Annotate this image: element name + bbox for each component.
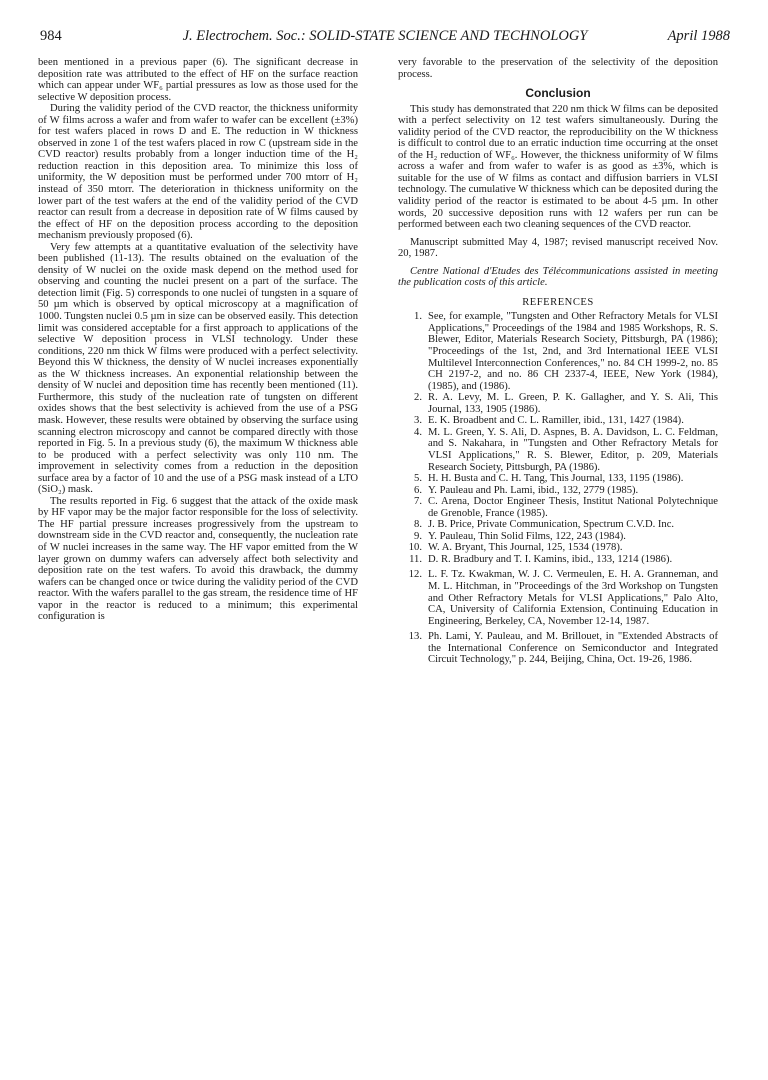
reference-text: J. B. Price, Private Communication, Spectrum C.V.D. Inc. bbox=[428, 519, 675, 531]
body-paragraph: very favorable to the preservation of the selectivity of the deposition process. bbox=[398, 57, 718, 80]
reference-number: 4. bbox=[414, 426, 422, 438]
reference-text: R. A. Levy, M. L. Green, P. K. Gallagher, and Y. S. Ali, This Journal, 133, 1905 (1986). bbox=[428, 392, 718, 415]
right-column bbox=[398, 57, 718, 666]
reference-number: 8. bbox=[414, 519, 422, 531]
reference-text: See, for example, "Tungsten and Other Refractory Metals for VLSI Applications," Proceedings of the 1984 and 1985 Workshops, R. S. Blewer, Editor, Materials Research Society, Pittsburgh, PA (1986); "Proceedings of the 1st, 2nd, and 3rd International IEEE VLSI Multilevel Interconnection Conferences," no. 84 CH 1999-2, no. 85 CH 2197-2, and no. 86 CH 2337-4, IEEE, New York (1984), (1985), and (1986). bbox=[428, 311, 718, 392]
body-paragraph: Very few attempts at a quantitative evaluation of the selectivity have been published (11-13). The results obtained on the evaluation of the density of W nuclei on the oxide mask depend on the method used for observing and counting the nuclei present on a part of the surface. The detection limit (Fig. 5) corresponds to one nuclei of tungsten in a square of 50 µm which is observed by optical microscopy at a magnification of 1000. Tungsten nuclei 0.5 µm in size can be observed easily. This detection limit was considered acceptable for a first approach to applications of the selective W deposition process in VLSI technology. Under these conditions, 220 nm thick W films were produced with a perfect selectivity. Beyond this W thickness, the density of W nuclei increases exponentially as the W thickness increases. An exponential relationship between the density of W nuclei and deposition time has recently been mentioned (11). Furthermore, this study of the nucleation rate of tungsten on different oxides shows that the best selectivity is achieved from the use of a PSG mask. However, these results were obtained by observing the surface using scanning electron microscopy and cannot be compared directly with those reported in Fig. 5. In a previous study (6), the maximum W thickness able to be produced with a perfect selectivity was only 110 nm. The improvement in selectivity comes from a reduction in the deposition surface area by a factor of 10 and the use of a PSG mask instead of a LTO (SiO₂) mask. bbox=[38, 241, 358, 496]
reference-text: D. R. Bradbury and T. I. Kamins, ibid., 133, 1214 (1986). bbox=[428, 553, 673, 565]
reference-number: 11. bbox=[409, 553, 422, 565]
reference-number: 9. bbox=[414, 530, 422, 542]
reference-text: L. F. Tz. Kwakman, W. J. C. Vermeulen, E. H. A. Granneman, and M. L. Hitchman, in "Proceedings of the 3rd Workshop on Tungsten and Other Refractory Metals for VLSI Applications," Palo Alto, CA, University of California Extension, Continuing Education in Engineering, Berkeley, CA, November 12-14, 1987. bbox=[428, 569, 718, 627]
reference-number: 12. bbox=[408, 569, 422, 581]
reference-item bbox=[398, 542, 718, 554]
reference-number: 13. bbox=[408, 631, 422, 643]
reference-text: W. A. Bryant, This Journal, 125, 1534 (1978). bbox=[428, 542, 623, 554]
conclusion-heading: Conclusion bbox=[525, 86, 591, 101]
issue-date: April 1988 bbox=[667, 28, 730, 44]
body-paragraph: been mentioned in a previous paper (6). The significant decrease in deposition rate was attributed to the effect of HF on the surface reaction which can appear under WF₆ partial pressures as low as those used for the selective W deposition process. bbox=[38, 57, 358, 103]
reference-item bbox=[398, 554, 718, 566]
references-list bbox=[398, 311, 718, 665]
conclusion-paragraph: This study has demonstrated that 220 nm thick W films can be deposited with a perfect selectivity on 12 test wafers simultaneously. During the validity period of the CVD reactor, the reproducibility on the W thickness is difficult to control due to an erratic induction time occurring at the onset of the H₂ reduction of WF₆. However, the thickness uniformity of W films across a wafer and from wafer to wafer is as good as ±3%, which is suitable for the use of W films as contact and diffusion barriers in VLSI technology. The cumulative W thickness which can be deposited during the validity period of the reactor is estimated to be about 4-5 µm. In other words, 20 successive deposition runs with 12 wafers per run can be performed between each two cleaning sequences of the CVD reactor. bbox=[398, 103, 718, 231]
references-heading: REFERENCES bbox=[522, 296, 594, 308]
reference-item bbox=[398, 631, 718, 666]
reference-number: 2. bbox=[414, 392, 422, 404]
reference-number: 7. bbox=[414, 496, 422, 508]
reference-text: H. H. Busta and C. H. Tang, This Journal, 133, 1195 (1986). bbox=[428, 473, 684, 485]
reference-item bbox=[398, 392, 718, 415]
left-column bbox=[38, 57, 358, 623]
running-header bbox=[40, 28, 730, 48]
reference-text: Y. Pauleau and Ph. Lami, ibid., 132, 2779 (1985). bbox=[428, 484, 639, 496]
reference-text: E. K. Broadbent and C. L. Ramiller, ibid., 131, 1427 (1984). bbox=[428, 415, 684, 427]
reference-item bbox=[398, 519, 718, 531]
reference-item bbox=[398, 311, 718, 392]
reference-item bbox=[398, 496, 718, 519]
body-paragraph: During the validity period of the CVD reactor, the thickness uniformity of W films across a wafer and from wafer to wafer can be excellent (±3%) for test wafers placed in rows D and E. The reduction in W thickness observed in zone 1 of the test wafers placed in row C (upstream side in the CVD reactor) results probably from a longer induction time of the H₂ reduction reaction in this deposition area. To minimize this loss of uniformity, the W deposition must be performed under 700 mtorr of H₂ instead of 350 mtorr. The deterioration in thickness uniformity on the lower part of the test wafers at the end of the validity period of the CVD reactor can result from a decrease in deposition rate of W films caused by the effect of HF on the deposition process according to the deposition mechanism previously proposed (6). bbox=[38, 103, 358, 242]
reference-number: 5. bbox=[414, 473, 422, 485]
reference-text: Y. Pauleau, Thin Solid Films, 122, 243 (1984). bbox=[428, 530, 626, 542]
reference-item bbox=[398, 473, 718, 485]
reference-number: 1. bbox=[414, 311, 422, 323]
manuscript-note: Manuscript submitted May 4, 1987; revised manuscript received Nov. 20, 1987. bbox=[398, 236, 718, 260]
acknowledgment-note: Centre National d'Etudes des Télécommunications assisted in meeting the publication costs of this article. bbox=[398, 265, 718, 289]
reference-number: 3. bbox=[414, 415, 422, 427]
reference-item bbox=[398, 415, 718, 427]
reference-text: M. L. Green, Y. S. Ali, D. Aspnes, B. A. Davidson, L. C. Feldman, and S. Nakahara, in "Tungsten and Other Refractory Metals for VLSI Applications," R. S. Blewer, Editor, p. 209, Materials Research Society, Pittsburgh, PA (1986). bbox=[428, 426, 718, 473]
reference-item bbox=[398, 485, 718, 497]
page-number: 984 bbox=[40, 28, 62, 44]
body-paragraph: The results reported in Fig. 6 suggest that the attack of the oxide mask by HF vapor may be the major factor responsible for the loss of selectivity. The HF partial pressure increases progressively from the upstream to downstream side in the CVD reactor and, consequently, the nucleation rate of W nuclei increases in the same way. The HF vapor emitted from the W layer grown on dummy wafers can adversely affect both selectivity and deposition rate on the test wafers. To avoid this drawback, the dummy wafers can be changed once or twice during the validity period of the CVD reactor. With the wafers parallel to the gas stream, the residence time of HF vapor in the reactor is reduced to a minimum; this experimental configuration is bbox=[38, 495, 358, 623]
reference-text: Ph. Lami, Y. Pauleau, and M. Brillouet, in "Extended Abstracts of the International Conference on Semiconductor and Integrated Circuit Technology," p. 244, Beijing, China, Oct. 19-26, 1986. bbox=[428, 631, 718, 666]
reference-number: 6. bbox=[414, 484, 422, 496]
reference-item bbox=[398, 531, 718, 543]
journal-title: J. Electrochem. Soc.: SOLID-STATE SCIENCE AND TECHNOLOGY bbox=[182, 28, 588, 44]
reference-item bbox=[398, 569, 718, 627]
reference-number: 10. bbox=[408, 542, 422, 554]
reference-item bbox=[398, 427, 718, 473]
reference-text: C. Arena, Doctor Engineer Thesis, Institut National Polytechnique de Grenoble, France (1985). bbox=[428, 496, 718, 519]
